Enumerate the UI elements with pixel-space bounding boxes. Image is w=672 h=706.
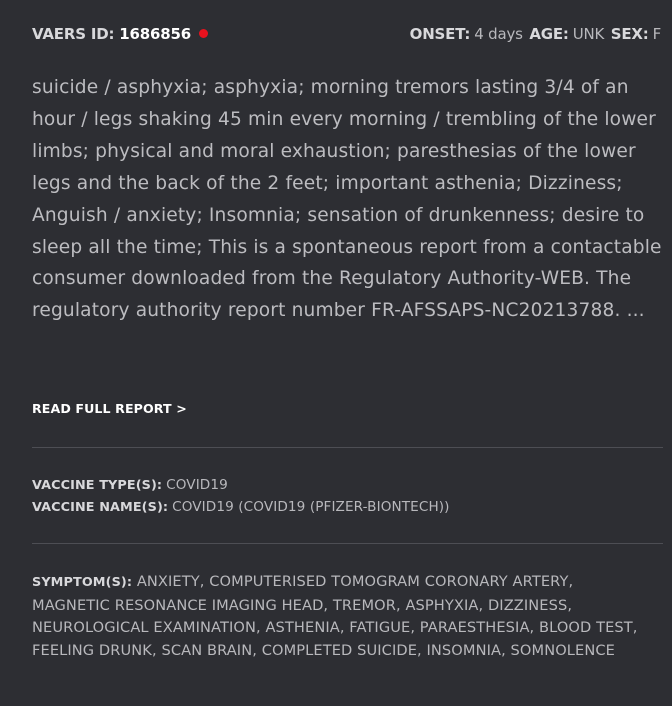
- vaers-id-group: [32, 25, 208, 43]
- vaccine-name-label: VACCINE NAME(S):: [32, 500, 169, 515]
- report-meta: [410, 25, 663, 43]
- vaccine-type-label: VACCINE TYPE(S):: [32, 478, 163, 493]
- onset-value: 4 days: [474, 25, 523, 43]
- vaers-id-value: 1686856: [119, 25, 191, 43]
- divider: [32, 543, 663, 544]
- symptoms-section: [32, 571, 652, 662]
- divider: [32, 447, 663, 448]
- vaccine-type-value: COVID19: [166, 477, 228, 493]
- read-full-report-link[interactable]: READ FULL REPORT >: [32, 401, 187, 416]
- onset-label: ONSET:: [409, 25, 471, 43]
- sex-label: SEX:: [610, 25, 649, 43]
- age-value: UNK: [572, 25, 605, 43]
- vaccine-name-value: COVID19 (COVID19 (PFIZER-BIONTECH)): [172, 499, 450, 515]
- vaccine-name-row: [32, 498, 450, 517]
- vaccine-type-row: [32, 476, 228, 495]
- status-dot-icon: [199, 29, 208, 38]
- symptoms-value: ANXIETY, COMPUTERISED TOMOGRAM CORONARY ARTERY, MAGNETIC RESONANCE IMAGING HEAD, TREMOR, ASPHYXIA, DIZZINESS, NEUROLOGICAL EXAMINATION, ASTHENIA, FATIGUE, PARAESTHESIA, BLOOD TEST, FEELING DRUNK, SCAN BRAIN, COMPLETED SUICIDE, INSOMNIA, SOMNOLENCE: [32, 573, 638, 659]
- vaers-id-label: VAERS ID:: [32, 25, 115, 43]
- report-header: [32, 24, 663, 44]
- sex-value: F: [652, 25, 661, 43]
- age-label: AGE:: [529, 25, 569, 43]
- report-narrative: suicide / asphyxia; asphyxia; morning tremors lasting 3/4 of an hour / legs shaking 45 min every morning / trembling of the lower limbs; physical and moral exhaustion; paresthesias of the lower legs and the back of the 2 feet; important asthenia; Dizziness; Anguish / anxiety; Insomnia; sensation of drunkenness; desire to sleep all the time; This is a spontaneous report from a contactable consumer downloaded from the Regulatory Authority-WEB. The regulatory authority report number FR-AFSSAPS-NC20213788. ...: [32, 77, 662, 322]
- symptoms-label: SYMPTOM(S):: [32, 575, 133, 590]
